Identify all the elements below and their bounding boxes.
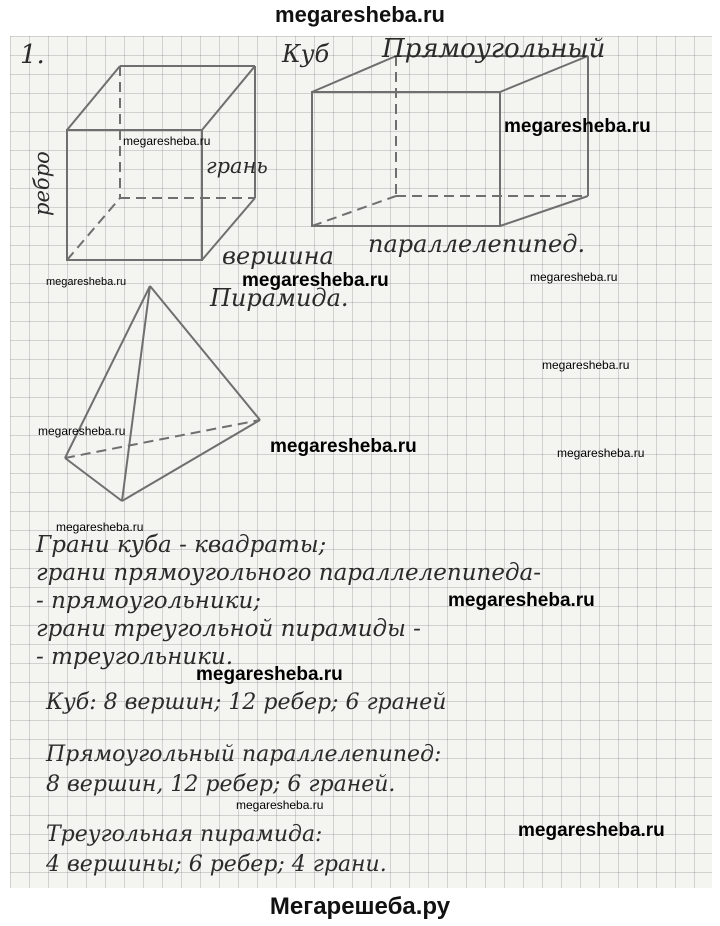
watermark: megaresheba.ru: [557, 446, 645, 460]
watermark: megaresheba.ru: [123, 134, 211, 148]
watermark: megaresheba.ru: [46, 276, 127, 288]
prism-counts: 8 вершин, 12 ребер; 6 граней.: [46, 772, 396, 797]
task-number: 1.: [20, 40, 45, 70]
watermark: megaresheba.ru: [530, 270, 618, 284]
cube-face-label: грань: [206, 154, 268, 178]
watermark: megaresheba.ru: [196, 664, 343, 685]
pyramid-figure: [65, 286, 260, 501]
prism-counts-title: Прямоугольный параллелепипед:: [46, 742, 442, 767]
prism-figure: [312, 56, 588, 226]
watermark: megaresheba.ru: [448, 590, 595, 611]
footer-site-title: Мегарешеба.ру: [269, 893, 451, 920]
watermark: megaresheba.ru: [542, 358, 630, 372]
text-line: грани треугольной пирамиды -: [36, 616, 421, 642]
pyramid-label: Пирамида.: [210, 284, 349, 312]
watermark: megaresheba.ru: [38, 424, 126, 438]
watermark: megaresheba.ru: [504, 116, 651, 137]
text-line: - треугольники.: [36, 644, 234, 670]
cube-title: Куб: [282, 40, 330, 68]
watermark: megaresheba.ru: [242, 270, 389, 291]
cube-vertex-label: вершина: [222, 242, 334, 270]
header-site-title: megaresheba.ru: [275, 2, 445, 27]
watermark: megaresheba.ru: [518, 820, 665, 841]
pyramid-counts-title: Треугольная пирамида:: [46, 822, 323, 847]
cube-counts: Куб: 8 вершин; 12 ребер; 6 граней: [46, 690, 447, 715]
text-line: - прямоугольники;: [36, 588, 262, 614]
text-line: грани прямоугольного параллелепипеда-: [36, 560, 542, 586]
prism-label-line1: Прямоугольный: [382, 36, 606, 64]
watermark: megaresheba.ru: [236, 798, 324, 812]
pyramid-counts: 4 вершины; 6 ребер; 4 грани.: [46, 852, 387, 877]
watermark: megaresheba.ru: [270, 436, 417, 457]
prism-label-line2: параллелепипед.: [368, 230, 586, 258]
cube-edge-label: ребро: [30, 151, 54, 216]
notebook-page: [10, 36, 712, 888]
text-line: Грани куба - квадраты;: [36, 532, 327, 558]
watermark: megaresheba.ru: [56, 520, 144, 534]
